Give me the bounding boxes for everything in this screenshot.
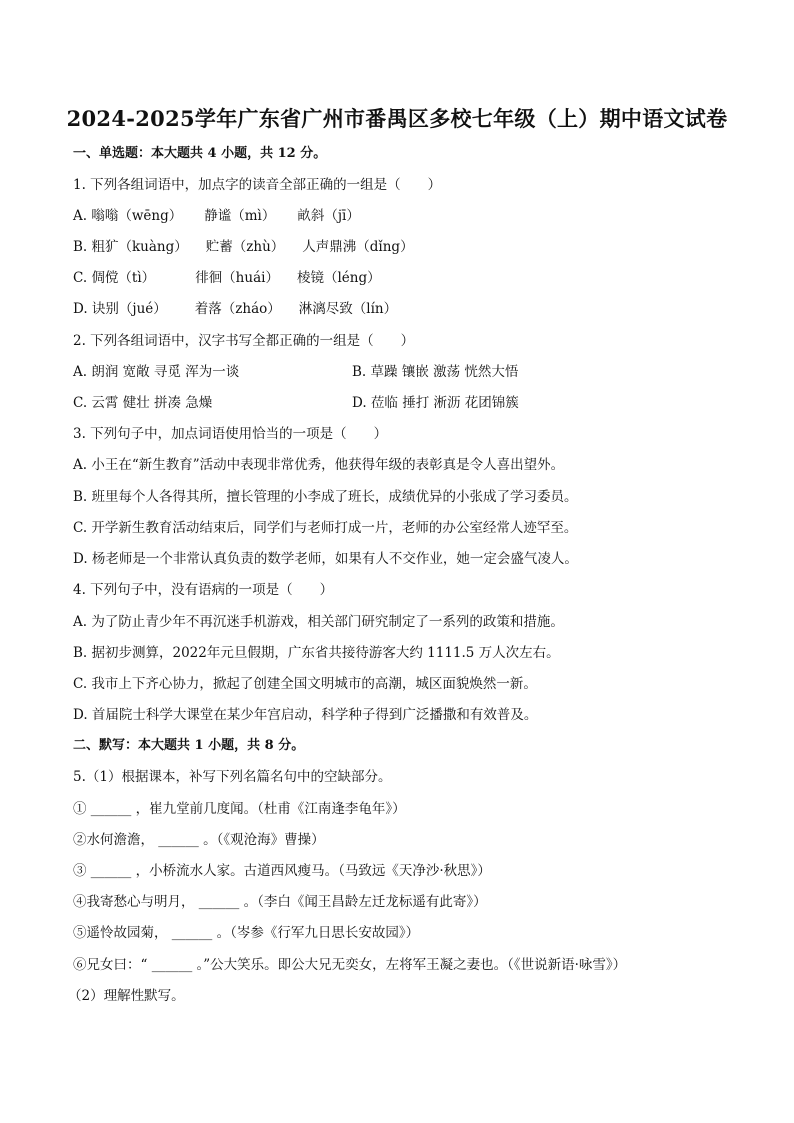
option-b-part-3: 人声鼎沸（dǐng） <box>302 239 414 255</box>
question-3-stem: 3. 下列句子中，加点词语使用恰当的一项是（ ） <box>73 426 388 442</box>
question-2-option-a: A. 朗润 宽敞 寻觅 浑为一谈 <box>73 364 240 380</box>
question-2-stem: 2. 下列各组词语中，汉字书写全都正确的一组是（ ） <box>73 333 415 349</box>
question-4-stem: 4. 下列句子中，没有语病的一项是（ ） <box>73 582 334 598</box>
question-4-option-a: A. 为了防止青少年不再沉迷手机游戏，相关部门研究制定了一系列的政策和措施。 <box>73 614 564 630</box>
question-5-item-5: ⑤遥怜故园菊， ______ 。（岑参《行军九日思长安故园》） <box>73 925 420 941</box>
question-2-option-c: C. 云霄 健壮 拼凑 急燥 <box>73 395 213 411</box>
question-1-option-a <box>73 207 360 225</box>
option-b-part-1: B. 粗犷（kuàng） <box>73 239 188 255</box>
option-d-part-1: D. 诀别（jué） <box>73 301 167 317</box>
question-4-option-b: B. 据初步测算，2022年元旦假期，广东省共接待游客大约 1111.5 万人次左右。 <box>73 645 560 661</box>
option-c-part-2: 徘徊（huái） <box>195 270 279 286</box>
option-a-part-1: A. 嗡嗡（wēng） <box>73 208 183 224</box>
option-b-part-2: 贮蓄（zhù） <box>205 239 285 255</box>
question-1-option-b <box>73 238 414 256</box>
question-1-option-c <box>73 269 381 287</box>
question-4-option-c: C. 我市上下齐心协力，掀起了创建全国文明城市的高潮，城区面貌焕然一新。 <box>73 676 537 692</box>
question-5-item-6: ⑥兄女曰：“ ______ 。”公大笑乐。即公大兄无奕女，左将军王凝之妻也。（《世说新语·咏雪》） <box>73 957 627 973</box>
question-3-option-c: C. 开学新生教育活动结束后，同学们与老师打成一片，老师的办公室经常人迹罕至。 <box>73 520 578 536</box>
question-5-part-2: （2）理解性默写。 <box>68 988 185 1004</box>
option-c-part-3: 棱镜（léng） <box>296 270 381 286</box>
question-2-option-d: D. 莅临 捶打 淅沥 花团锦簇 <box>352 395 519 411</box>
question-5-stem: 5.（1）根据课本，补写下列名篇名句中的空缺部分。 <box>73 769 392 785</box>
option-c-part-1: C. 倜傥（tì） <box>73 270 156 286</box>
exam-title: 2024-2025学年广东省广州市番禺区多校七年级（上）期中语文试卷 <box>66 106 728 131</box>
question-5-item-1: ① ______ ，崔九堂前几度闻。（杜甫《江南逢李龟年》） <box>73 801 406 817</box>
question-1-stem: 1. 下列各组词语中，加点字的读音全部正确的一组是（ ） <box>73 177 442 193</box>
question-5-item-2: ②水何澹澹， ______ 。（《观沧海》曹操） <box>73 832 325 848</box>
question-5-item-3: ③ ______ ，小桥流水人家。古道西风瘦马。（马致远《天净沙·秋思》） <box>73 863 491 879</box>
question-3-option-a: A. 小王在“新生教育”活动中表现非常优秀，他获得年级的表彰真是令人喜出望外。 <box>73 457 565 473</box>
section-heading-2: 二、默写：本大题共 1 小题，共 8 分。 <box>73 738 305 753</box>
question-5-item-4: ④我寄愁心与明月， ______ 。（李白《闻王昌龄左迁龙标遥有此寄》） <box>73 894 487 910</box>
section-heading-1: 一、单选题：本大题共 4 小题，共 12 分。 <box>73 146 327 161</box>
option-a-part-2: 静谧（mì） <box>204 208 276 224</box>
option-a-part-3: 畝斜（jī） <box>297 208 360 224</box>
question-4-option-d: D. 首届院士科学大课堂在某少年宫启动，科学种子得到广泛播撒和有效普及。 <box>73 707 538 723</box>
option-d-part-3: 淋漓尽致（lín） <box>298 301 398 317</box>
question-2-row-1 <box>73 363 723 381</box>
question-2-row-2 <box>73 394 723 412</box>
option-d-part-2: 着落（zháo） <box>194 301 281 317</box>
question-3-option-b: B. 班里每个人各得其所，擅长管理的小李成了班长，成绩优异的小张成了学习委员。 <box>73 489 578 505</box>
question-2-option-b: B. 草躁 镶嵌 激荡 恍然大悟 <box>352 364 519 380</box>
question-3-option-d: D. 杨老师是一个非常认真负责的数学老师，如果有人不交作业，她一定会盛气凌人。 <box>73 551 578 567</box>
question-1-option-d <box>73 300 397 318</box>
